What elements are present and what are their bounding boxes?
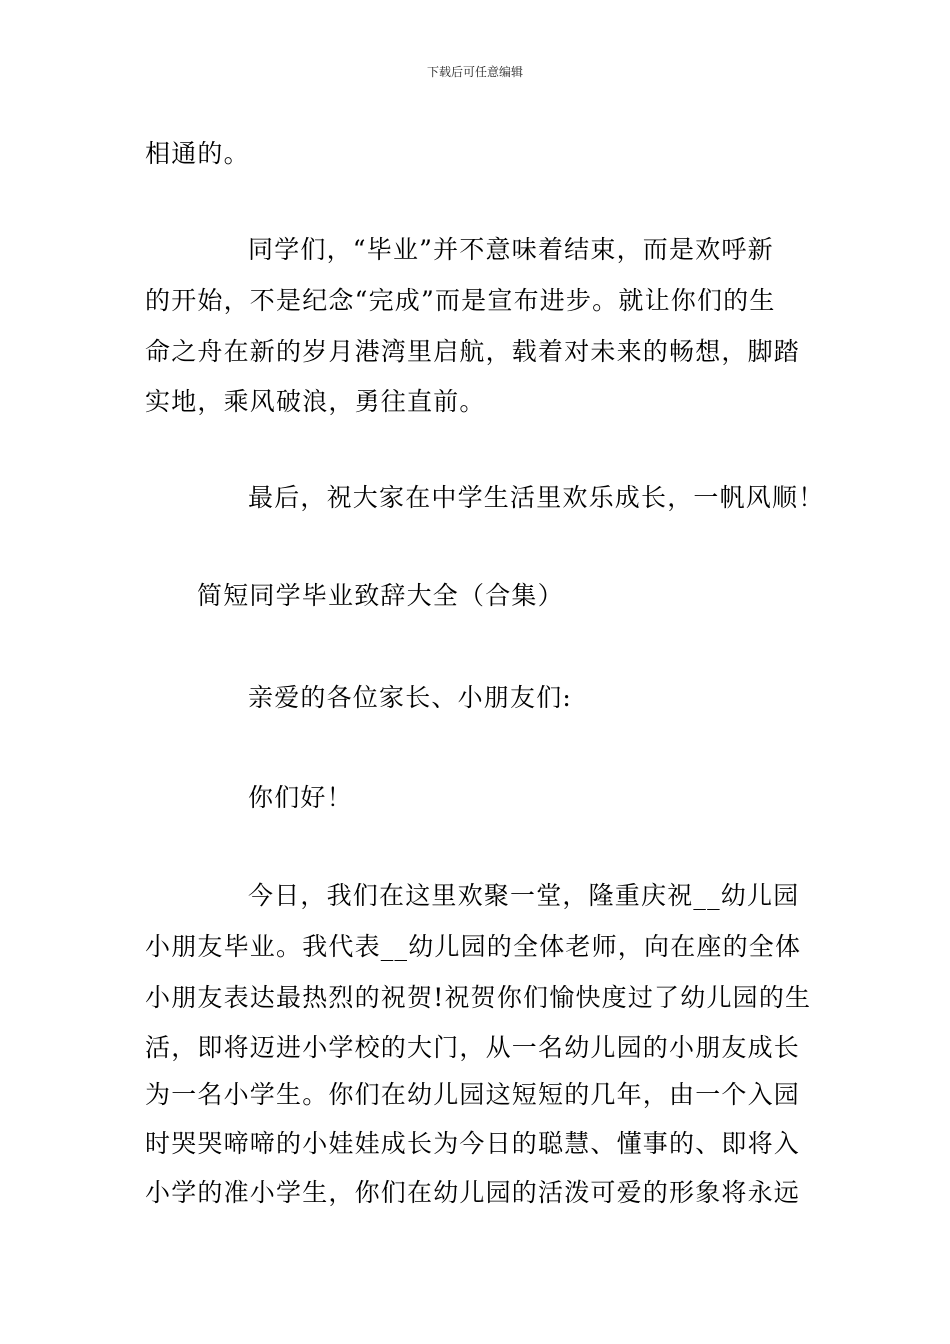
paragraph-line: 的开始，不是纪念“完成”而是宣布进步。就让你们的生 xyxy=(145,286,776,315)
paragraph-line: 今日，我们在这里欢聚一堂，隆重庆祝__幼儿园 xyxy=(248,881,800,910)
paragraph-line: 时哭哭啼啼的小娃娃成长为今日的聪慧、懂事的、即将入 xyxy=(145,1129,801,1158)
page-header: 下载后可任意编辑 xyxy=(426,65,523,79)
paragraph-line: 实地，乘风破浪，勇往直前。 xyxy=(145,387,486,416)
greeting-line: 亲爱的各位家长、小朋友们: xyxy=(248,683,573,712)
paragraph-line: 小朋友毕业。我代表__幼儿园的全体老师，向在座的全体 xyxy=(145,932,802,961)
section-title: 简短同学毕业致辞大全（合集） xyxy=(197,581,564,610)
paragraph-line: 最后，祝大家在中学生活里欢乐成长，一帆风顺！ xyxy=(248,483,825,512)
paragraph-line: 命之舟在新的岁月港湾里启航，载着对未来的畅想，脚踏 xyxy=(145,337,801,366)
paragraph-line: 同学们，“毕业”并不意味着结束，而是欢呼新 xyxy=(248,235,774,264)
paragraph-line: 活，即将迈进小学校的大门，从一名幼儿园的小朋友成长 xyxy=(145,1033,801,1062)
paragraph-line: 小学的准小学生，你们在幼儿园的活泼可爱的形象将永远 xyxy=(145,1178,801,1207)
paragraph-line: 相通的。 xyxy=(145,139,250,168)
paragraph-line: 为一名小学生。你们在幼儿园这短短的几年，由一个入园 xyxy=(145,1080,801,1109)
greeting-line: 你们好！ xyxy=(248,783,353,812)
paragraph-line: 小朋友表达最热烈的祝贺!祝贺你们愉快度过了幼儿园的生 xyxy=(145,983,812,1012)
